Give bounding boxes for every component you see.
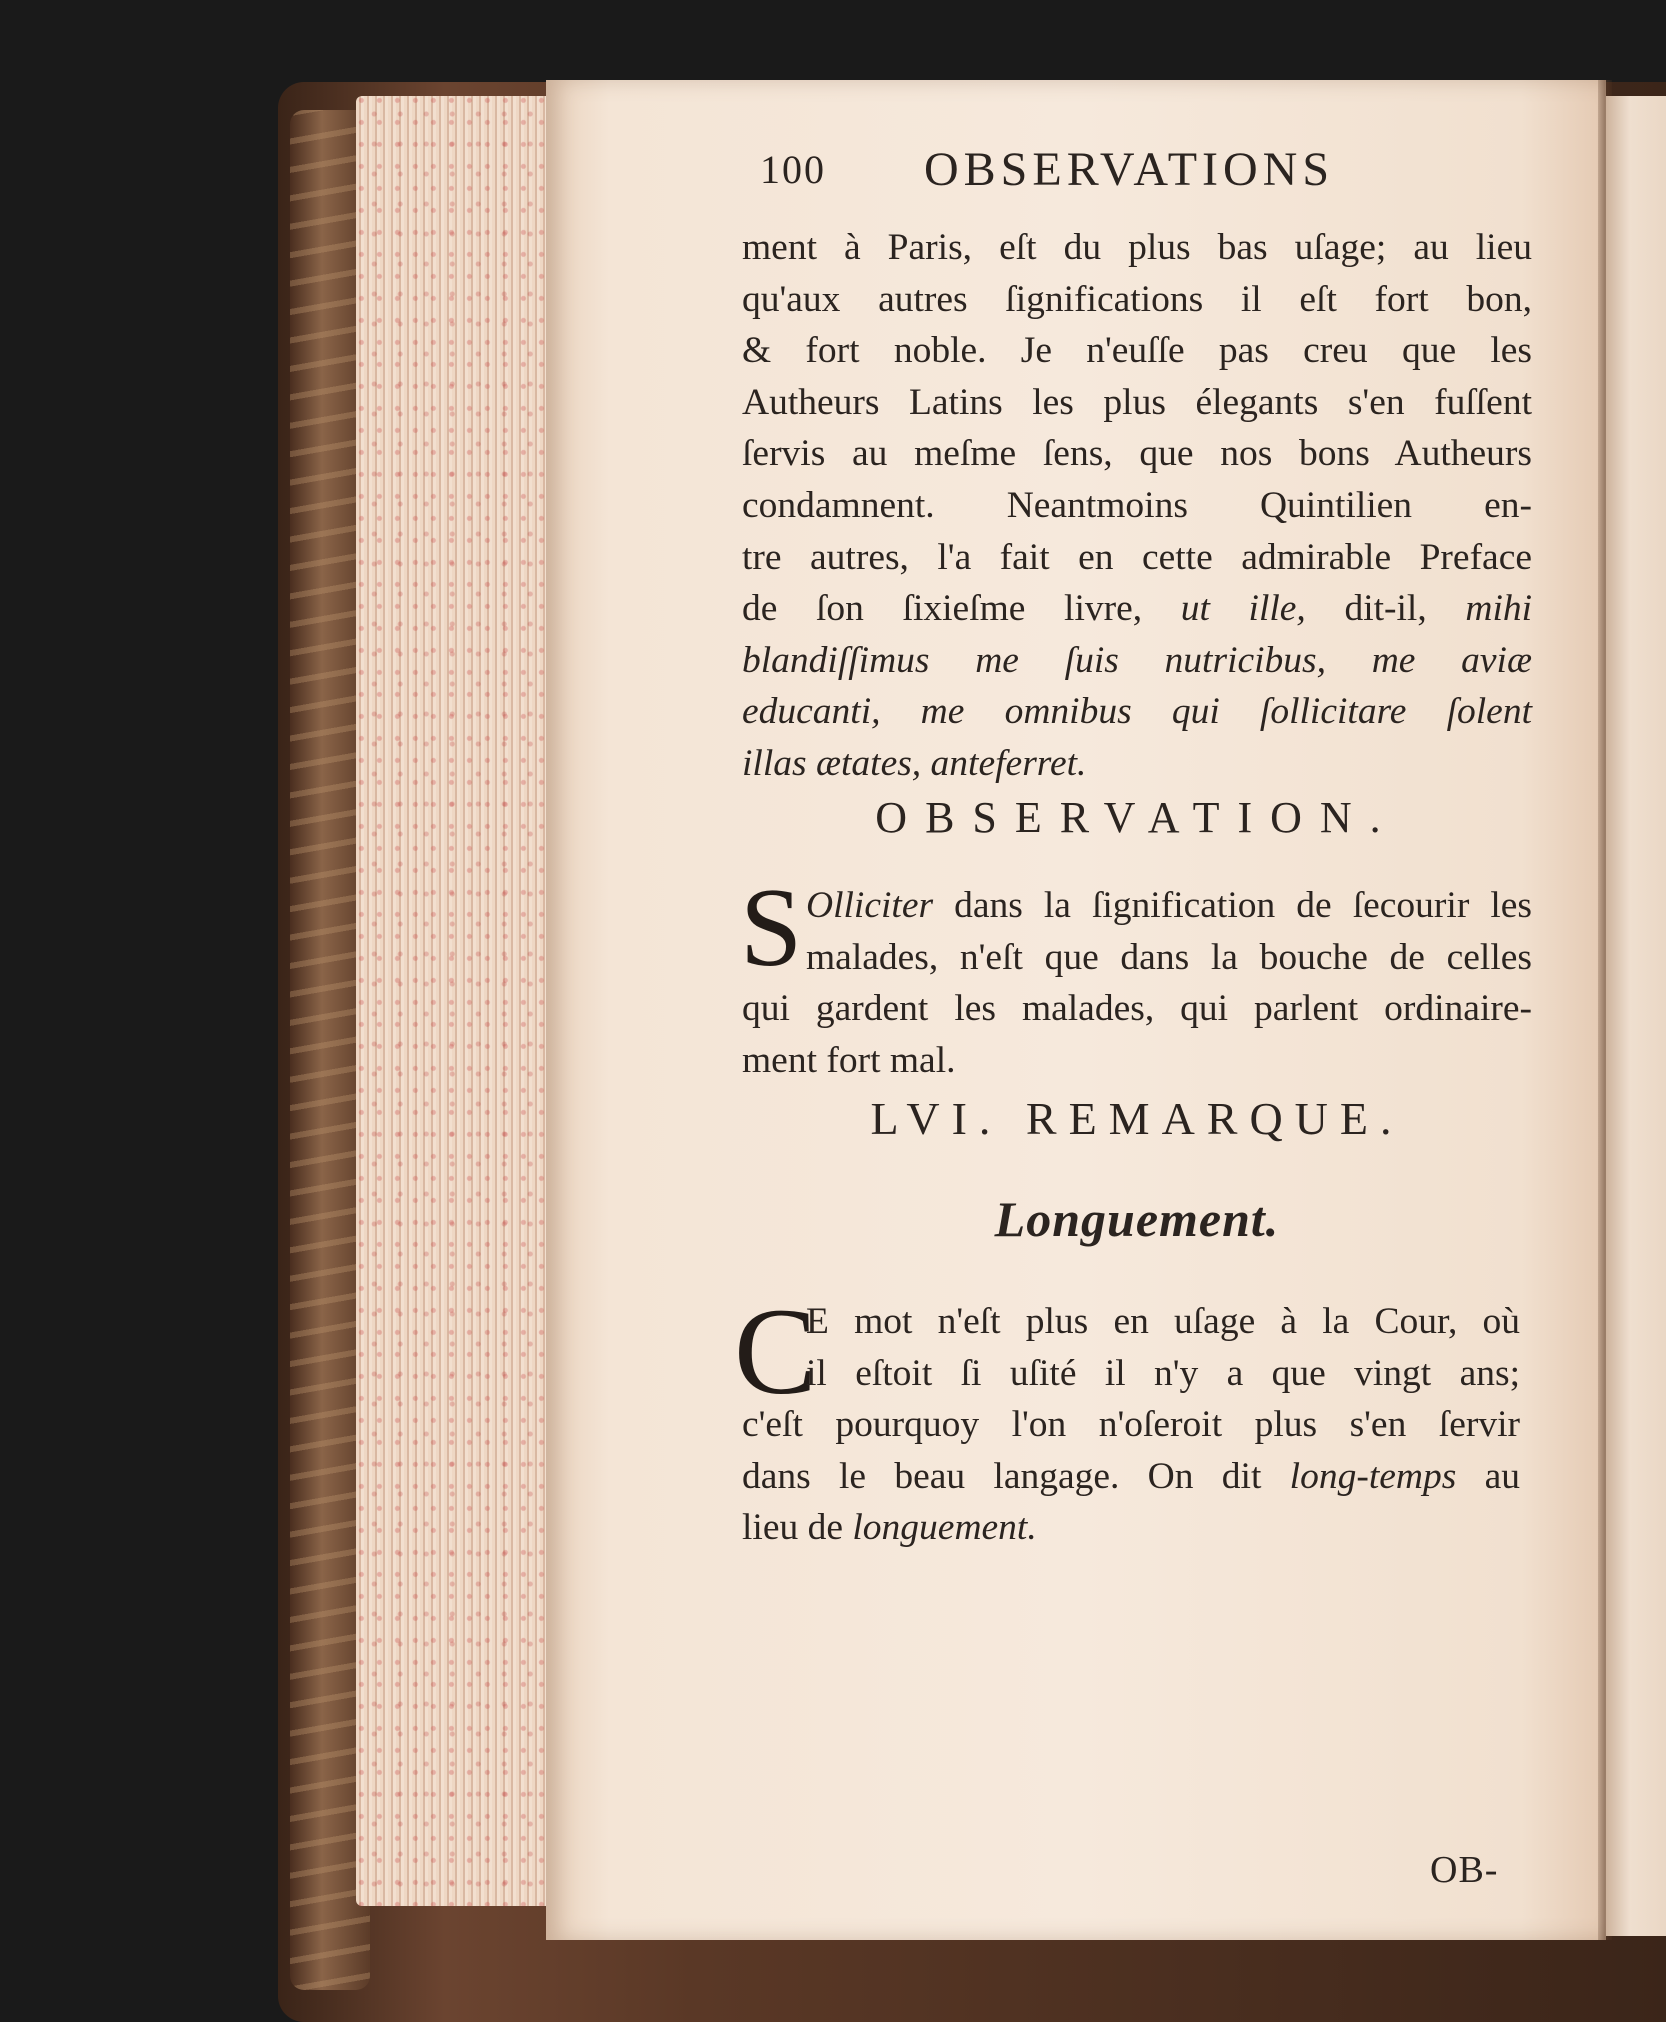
text-line: & fort noble. Je n'euſſe pas creu que les	[742, 330, 1532, 372]
italic-term: long-temps	[1289, 1455, 1457, 1497]
drop-cap: C	[734, 1283, 817, 1420]
text-line	[742, 1502, 1520, 1554]
text-line: il eſtoit ſi uſité il n'y a que vingt ans;	[806, 1352, 1520, 1394]
latin-quote: ut ille,	[1180, 588, 1306, 630]
text-line	[742, 583, 1532, 635]
remarque-heading: LVI. REMARQUE.	[870, 1093, 1404, 1144]
text-line: ment à Paris, eſt du plus bas uſage; au lieu	[742, 227, 1532, 268]
drop-cap: S	[740, 866, 803, 990]
observation-paragraph-a	[806, 880, 1532, 983]
observation-heading: OBSERVATION.	[875, 793, 1399, 842]
page-number: 100	[760, 147, 826, 192]
text-span: au	[1484, 1455, 1520, 1497]
text-line: qui gardent les malades, qui parlent ordinaire-	[742, 988, 1532, 1029]
remarque-paragraph-b	[742, 1399, 1520, 1554]
text-line: c'eſt pourquoy l'on n'oſeroit plus s'en ſervir	[742, 1404, 1520, 1445]
text-line	[806, 880, 1532, 932]
remarque-paragraph-a	[806, 1296, 1520, 1399]
text-line: Autheurs Latins les plus élegants s'en fuſſent	[742, 381, 1532, 423]
text-line: malades, n'eſt que dans la bouche de celles	[806, 936, 1532, 978]
latin-quote: mihi	[1465, 588, 1533, 630]
latin-quote-line: educanti, me omnibus qui ſollicitare ſolent	[742, 691, 1532, 733]
remarque-title: Longuement.	[994, 1191, 1280, 1247]
headword: Olliciter	[806, 885, 934, 926]
italic-term: longuement.	[852, 1507, 1037, 1549]
running-title: OBSERVATIONS	[924, 143, 1335, 196]
text-span: dans le beau langage. On dit	[742, 1455, 1262, 1497]
catchword: OB-	[1430, 1849, 1499, 1891]
text-line: ment fort mal.	[742, 1039, 956, 1081]
latin-quote-line: blandiſſimus me ſuis nutricibus, me aviæ	[742, 639, 1532, 681]
observation-paragraph-b	[742, 983, 1532, 1086]
latin-quote-line: illas ætates, anteferret.	[742, 742, 1087, 784]
text-line: ſervis au meſme ſens, que nos bons Autheurs	[742, 433, 1532, 475]
text-span: de ſon ſixieſme livre,	[742, 588, 1143, 630]
text-span: dit-il,	[1344, 588, 1427, 630]
text-line: qu'aux autres ſignifications il eſt fort bon,	[742, 278, 1532, 320]
text-line: condamnent. Neantmoins Quintilien en-	[742, 484, 1532, 526]
text-line: E mot n'eſt plus en uſage à la Cour, où	[806, 1301, 1520, 1342]
text-line: tre autres, l'a fait en cette admirable Preface	[742, 536, 1532, 578]
right-page-edge	[1606, 96, 1666, 1936]
paragraph-continued	[742, 222, 1532, 790]
text-span: dans la ſignification de ſecourir les	[954, 885, 1532, 926]
text-span: lieu de	[742, 1507, 844, 1549]
page-edges	[356, 96, 546, 1906]
text-line	[742, 1451, 1520, 1503]
